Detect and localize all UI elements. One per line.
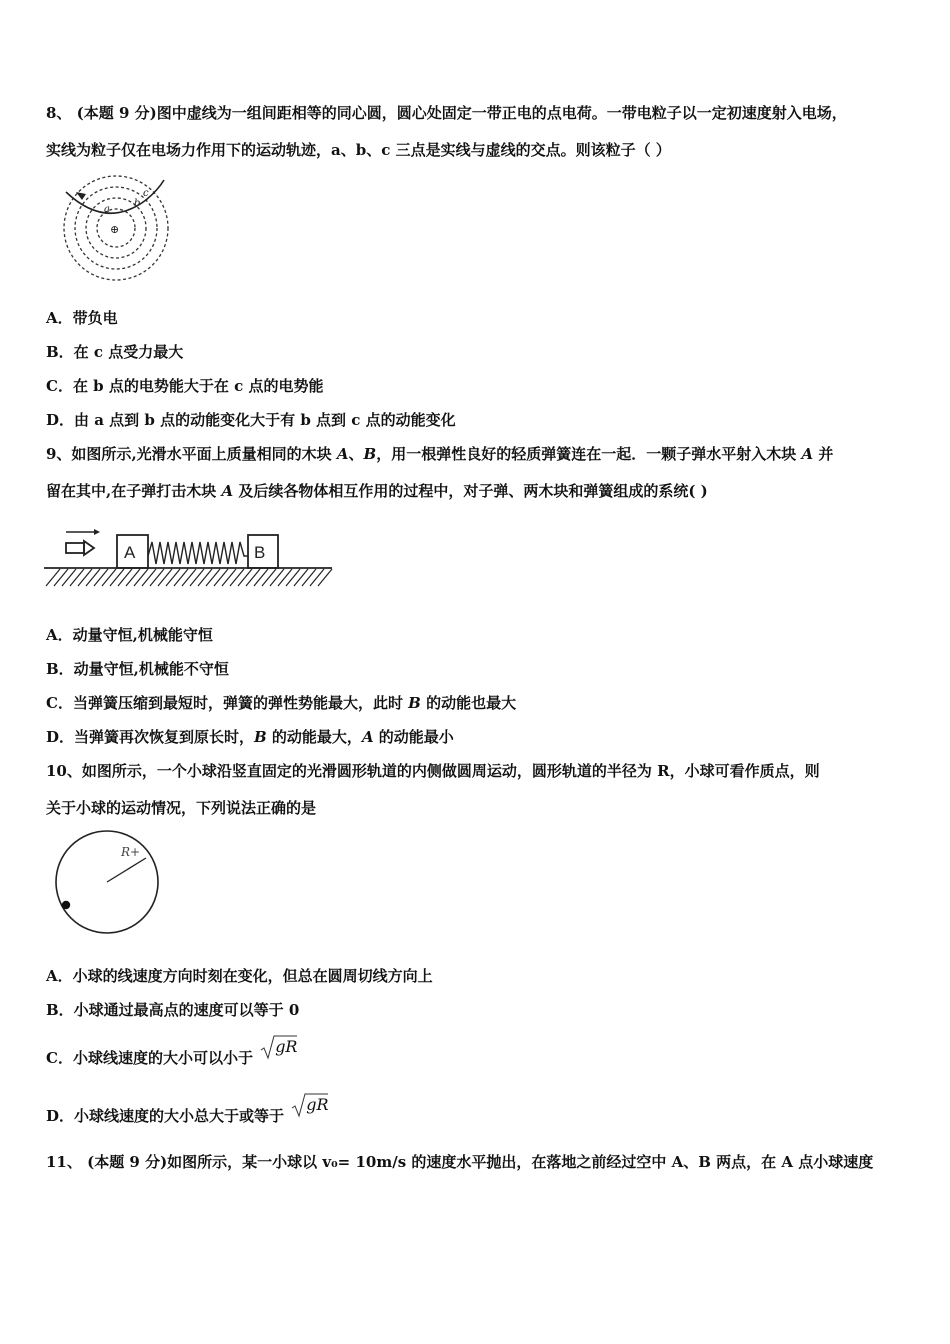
q9-option-d: D．当弹簧再次恢复到原长时，B 的动能最大，A 的动能最小 [46, 728, 454, 746]
small-ball [62, 901, 70, 909]
q10-stem-line1: 10、如图所示，一个小球沿竖直固定的光滑圆形轨道的内侧做圆周运动，圆形轨道的半径为 R，小球可看作质点，则 [46, 762, 820, 780]
q9-option-c: C．当弹簧压缩到最短时，弹簧的弹性势能最大，此时 B 的动能也最大 [46, 694, 517, 712]
sqrt-expression: gR [306, 1095, 329, 1114]
q9-option-b: B．动量守恒,机械能不守恒 [46, 660, 229, 678]
q8-option-b: B．在 c 点受力最大 [46, 343, 184, 361]
q8-figure-concentric-circles [46, 170, 191, 292]
radius-line [107, 858, 146, 882]
radius-label: R+ [121, 845, 141, 859]
q8-option-c: C．在 b 点的电势能大于在 c 点的电势能 [46, 377, 324, 395]
ground-hatching [46, 569, 332, 586]
q8-stem-line2: 实线为粒子仅在电场力作用下的运动轨迹，a、b、c 三点是实线与虚线的交点。则该粒子（ ） [46, 141, 671, 159]
q10-option-a: A．小球的线速度方向时刻在变化，但总在圆周切线方向上 [46, 967, 433, 985]
point-c-label: c [143, 188, 149, 199]
spring [148, 542, 248, 564]
bullet-tip [84, 541, 94, 555]
block-b-label: B [254, 543, 266, 562]
q10-option-d: D．小球线速度的大小总大于或等于 gR [46, 1104, 329, 1130]
q9-figure-blocks-spring [44, 524, 334, 592]
sqrt-expression: gR [275, 1037, 298, 1056]
trajectory-arrow-icon [76, 192, 86, 200]
q9-stem-line1: 9、如图所示,光滑水平面上质量相同的木块 A、B，用一根弹性良好的轻质弹簧连在一起．一颗子弹水平射入木块 A 并 [46, 445, 834, 463]
q10-stem-line2: 关于小球的运动情况，下列说法正确的是 [46, 799, 317, 817]
q9-option-a: A．动量守恒,机械能守恒 [46, 626, 213, 644]
point-a-label: a [104, 204, 110, 215]
block-a-label: A [124, 543, 136, 562]
q11-stem-line1: 11、 (本题 9 分)如图所示，某一小球以 v₀= 10m/s 的速度水平抛出，在落地之前经过空中 A、B 两点，在 A 点小球速度 [46, 1153, 874, 1171]
q10-option-c: C．小球线速度的大小可以小于 gR [46, 1046, 298, 1072]
q8-option-a: A．带负电 [46, 309, 118, 327]
q9-stem-line2: 留在其中,在子弹打击木块 A 及后续各物体相互作用的过程中，对子弹、两木块和弹簧组成的系统( ) [46, 482, 708, 500]
positive-charge-icon: ⊕ [110, 223, 120, 236]
q8-stem-line1: 8、 (本题 9 分)图中虚线为一组间距相等的同心圆，圆心处固定一带正电的点电荷。一带电粒子以一定初速度射入电场， [46, 104, 847, 122]
q8-option-d: D．由 a 点到 b 点的动能变化大于有 b 点到 c 点的动能变化 [46, 411, 456, 429]
sqrt-gr-d [291, 1092, 329, 1118]
bullet-body [66, 543, 84, 553]
q10-option-b: B．小球通过最高点的速度可以等于 0 [46, 1001, 300, 1019]
sqrt-gr-c [260, 1034, 298, 1060]
arrow-head-icon [94, 529, 100, 535]
q10-figure-circular-track [50, 830, 166, 936]
point-b-label: b [134, 198, 141, 209]
